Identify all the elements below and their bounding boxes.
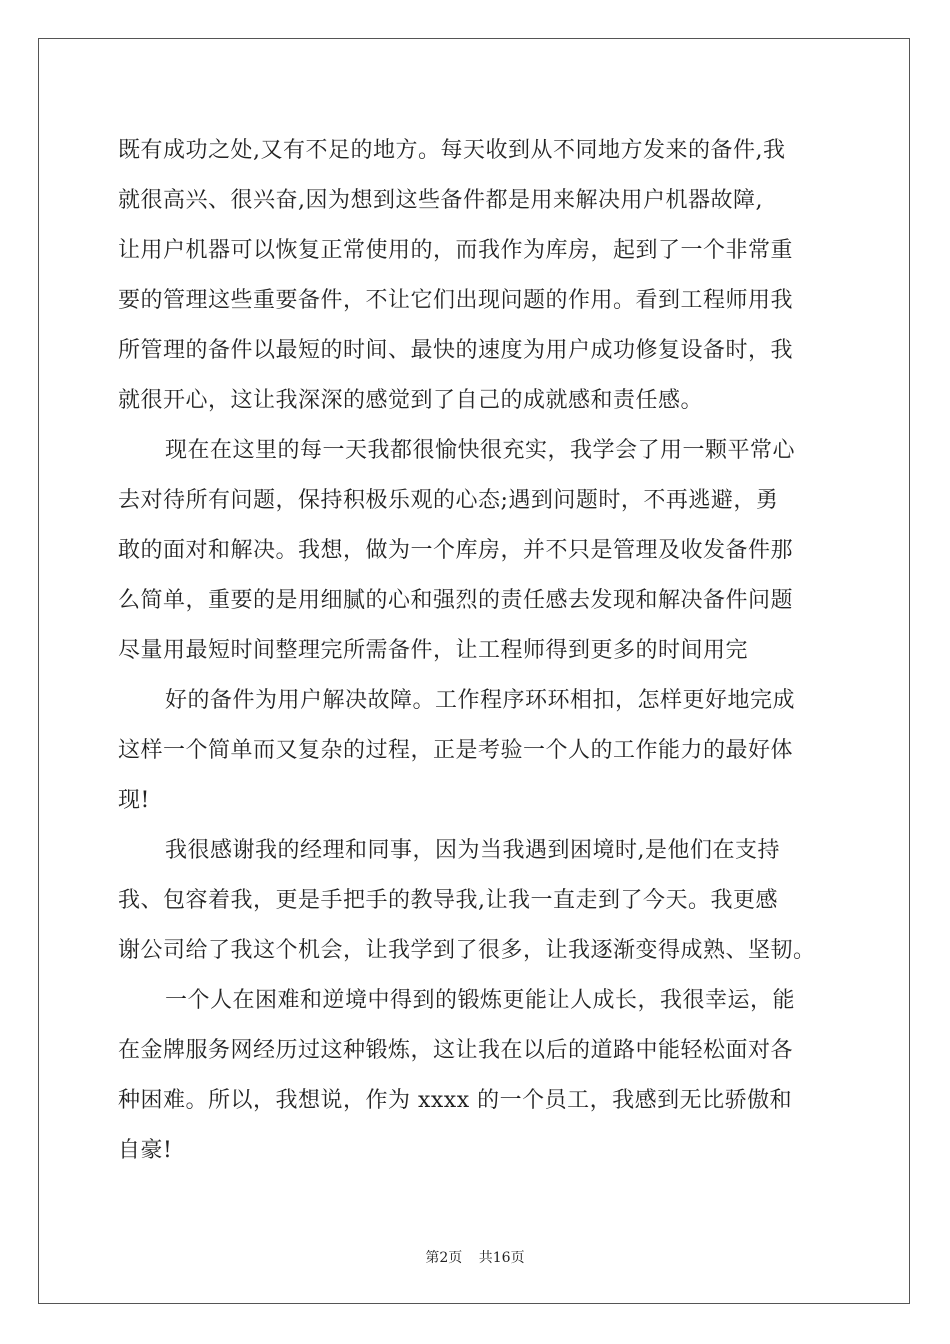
paragraph-first-line: 我很感谢我的经理和同事，因为当我遇到困境时,是他们在支持: [165, 838, 780, 863]
text-line: 让用户机器可以恢复正常使用的，而我作为库房，起到了一个非常重: [118, 238, 794, 263]
text-line: 既有成功之处,又有不足的地方。每天收到从不同地方发来的备件,我: [118, 138, 786, 163]
paragraph-first-line: 现在在这里的每一天我都很愉快很充实，我学会了用一颗平常心: [165, 438, 796, 463]
text-line: 敢的面对和解决。我想，做为一个库房，并不只是管理及收发备件那: [118, 538, 794, 563]
text-line: 去对待所有问题，保持积极乐观的心态;遇到问题时，不再逃避，勇: [118, 488, 779, 513]
text-line: 就很高兴、很兴奋,因为想到这些备件都是用来解决用户机器故障,: [118, 188, 763, 213]
text-line: 就很开心，这让我深深的感觉到了自己的成就感和责任感。: [118, 388, 704, 413]
text-line: 尽量用最短时间整理完所需备件，让工程师得到更多的时间用完: [118, 638, 749, 663]
text-line: 这样一个简单而又复杂的过程，正是考验一个人的工作能力的最好体: [118, 738, 794, 763]
text-line: 我、包容着我，更是手把手的教导我,让我一直走到了今天。我更感: [118, 888, 778, 913]
text-line: 种困难。所以，我想说，作为 xxxx 的一个员工，我感到无比骄傲和: [118, 1088, 793, 1113]
paragraph-first-line: 好的备件为用户解决故障。工作程序环环相扣，怎样更好地完成: [165, 688, 796, 713]
page-total: 共16页: [478, 1250, 525, 1266]
text-line: 现!: [118, 788, 150, 813]
text-line: 自豪!: [118, 1138, 173, 1163]
paragraph-first-line: 一个人在困难和逆境中得到的锻炼更能让人成长，我很幸运，能: [165, 988, 796, 1013]
text-line: 在金牌服务网经历过这种锻炼，这让我在以后的道路中能轻松面对各: [118, 1038, 794, 1063]
page-number: 第2页: [425, 1250, 463, 1266]
text-line: 么简单，重要的是用细腻的心和强烈的责任感去发现和解决备件问题: [118, 588, 794, 613]
text-line: 要的管理这些重要备件，不让它们出现问题的作用。看到工程师用我: [118, 288, 794, 313]
text-line: 所管理的备件以最短的时间、最快的速度为用户成功修复设备时，我: [118, 338, 794, 363]
page-footer: [0, 1247, 950, 1267]
text-line: 谢公司给了我这个机会，让我学到了很多，让我逐渐变得成熟、坚韧。: [118, 938, 816, 963]
